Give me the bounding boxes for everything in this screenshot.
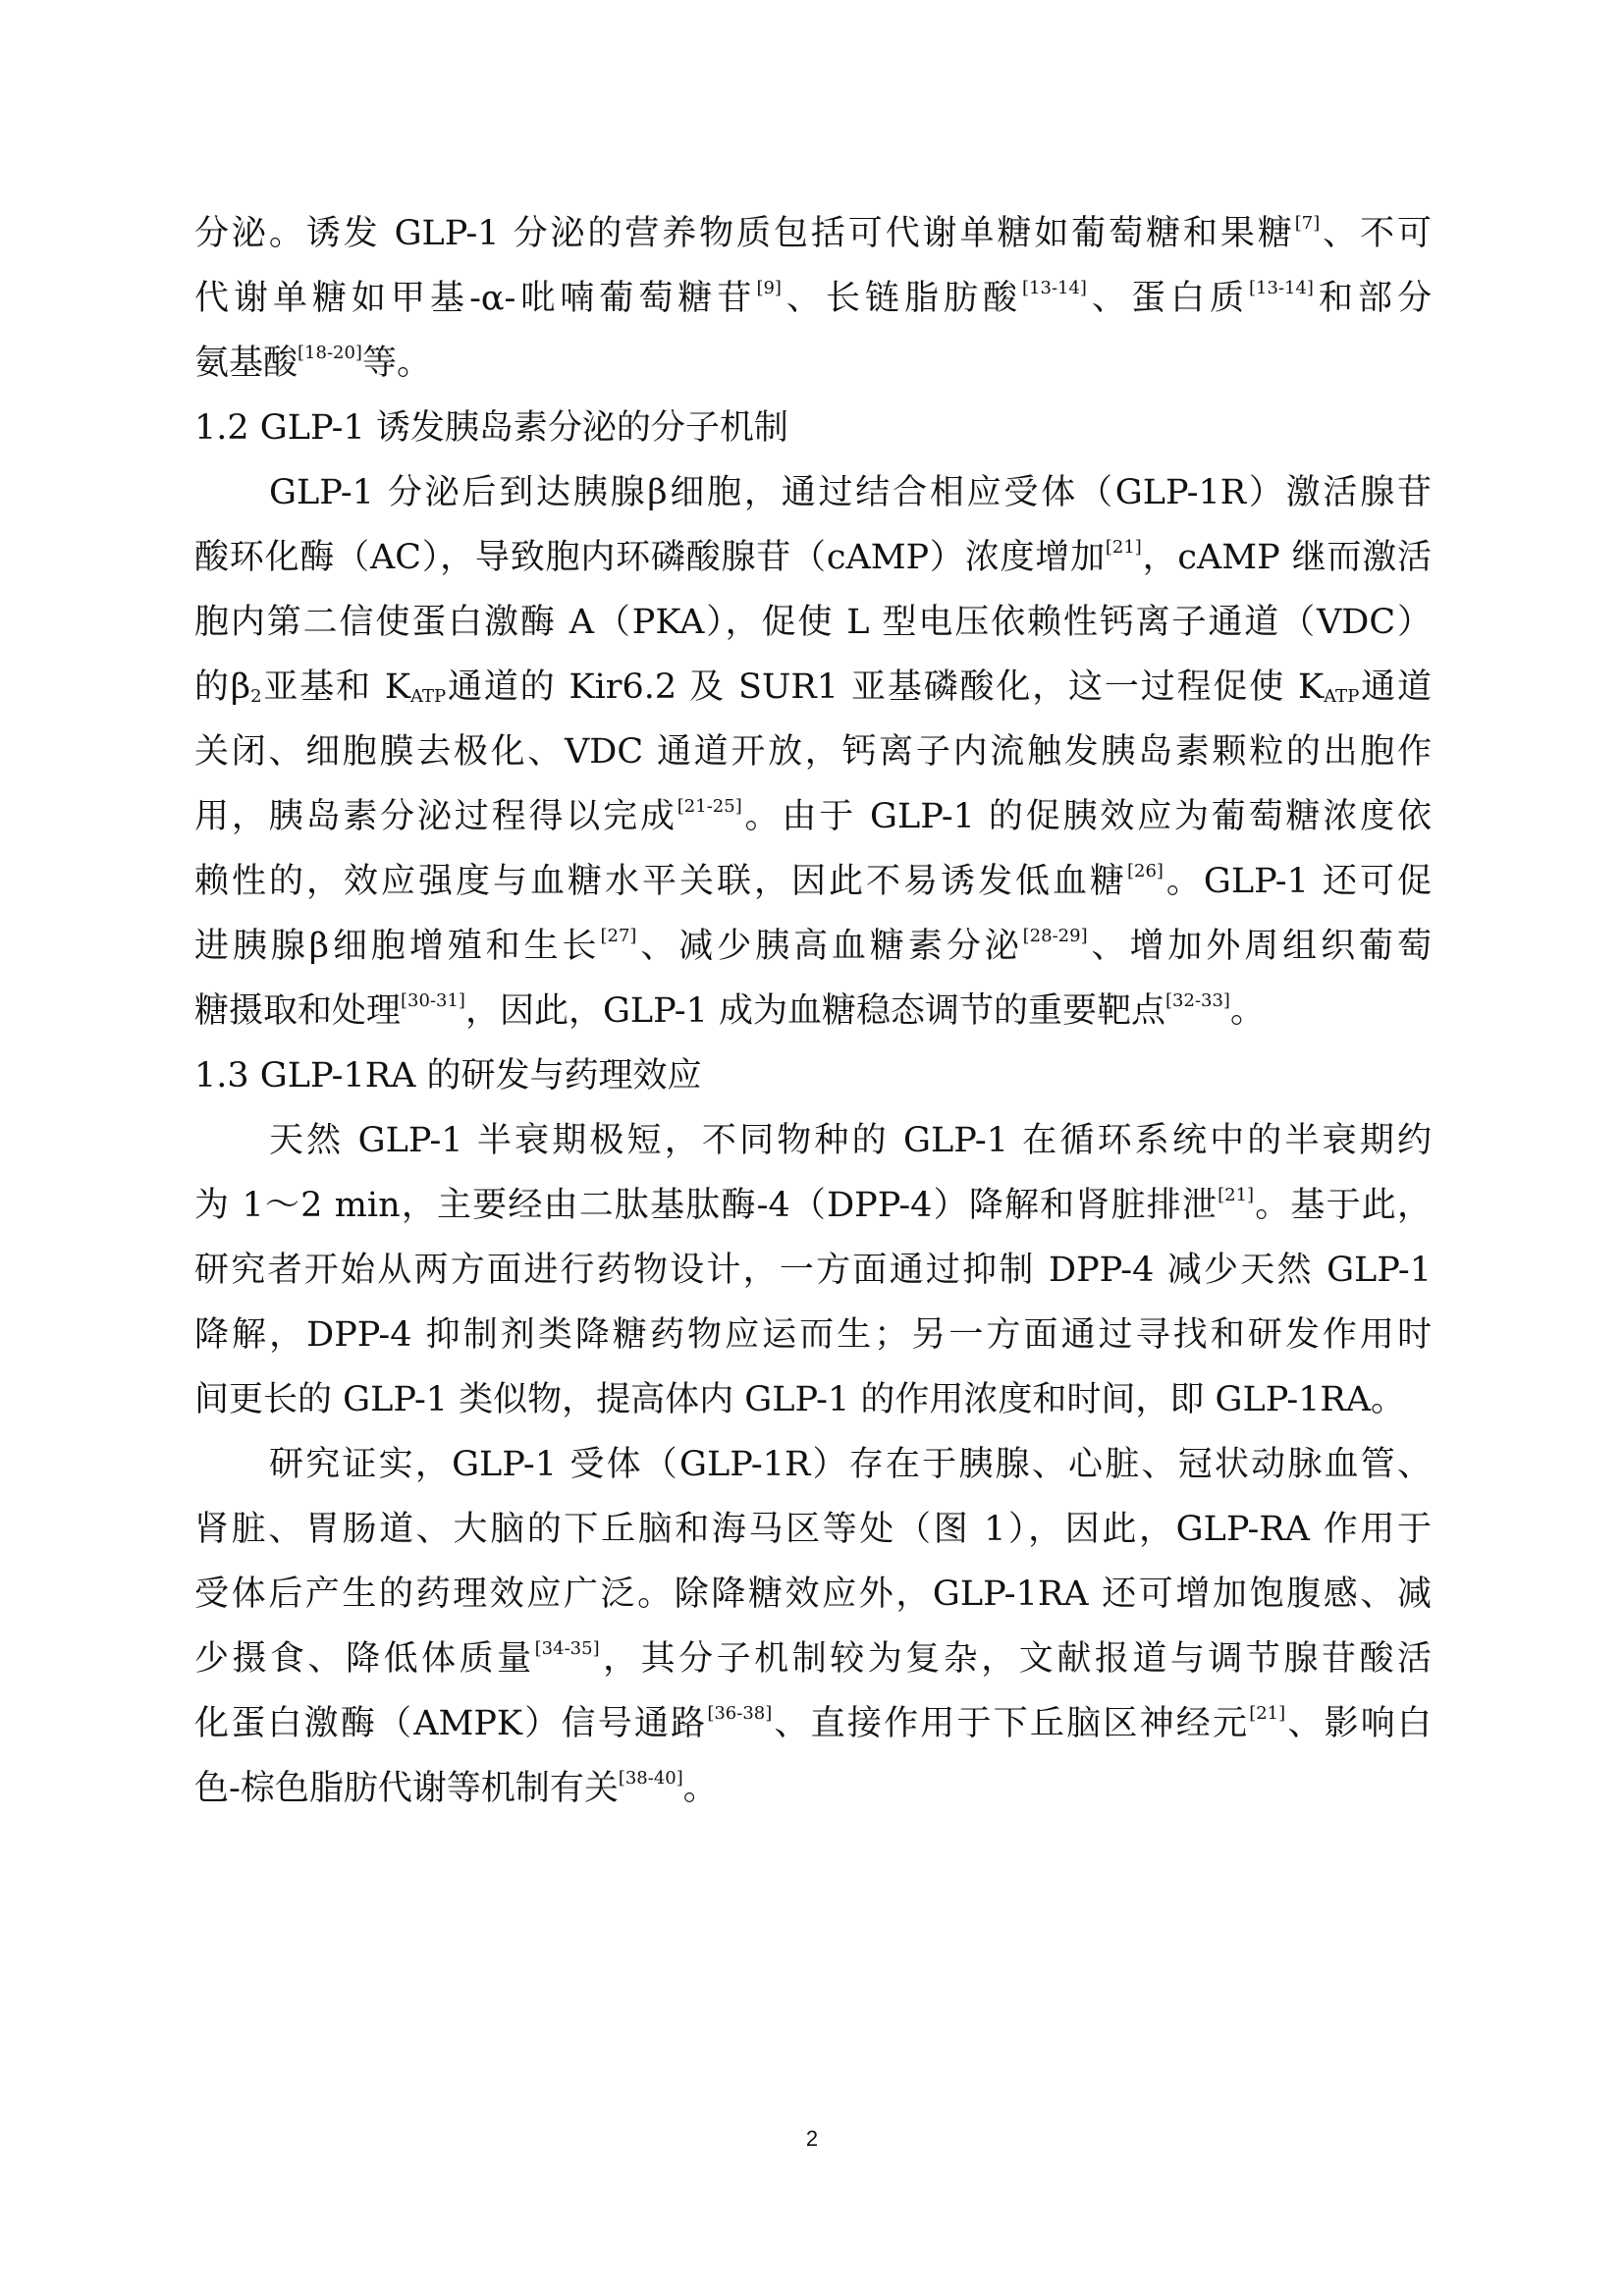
citation-ref: [30-31] <box>401 990 465 1011</box>
citation-ref: [21] <box>1249 1703 1286 1724</box>
text-line: 研究证实，GLP-1 受体（GLP-1R）存在于胰腺、心脏、冠状动脉血管、 <box>269 1445 1432 1484</box>
text-line: 降解，DPP-4 抑制剂类降糖药物应运而生；另一方面通过寻找和研发作用时 <box>194 1315 1432 1355</box>
citation-ref: [21-25] <box>677 796 742 817</box>
text-line: 少摄食、降低体质量[34-35]，其分子机制较为复杂，文献报道与调节腺苷酸活 <box>194 1638 1432 1679</box>
subscript: 2 <box>250 686 262 707</box>
paragraph-half-life <box>194 1108 1432 1432</box>
text-line: 用，胰岛素分泌过程得以完成[21-25]。由于 GLP-1 的促胰效应为葡萄糖浓度依 <box>194 796 1432 836</box>
citation-ref: [7] <box>1294 213 1321 234</box>
text-line: 进胰腺β细胞增殖和生长[27]、减少胰高血糖素分泌[28-29]、增加外周组织葡萄 <box>194 926 1432 966</box>
text-line: 分泌。诱发 GLP-1 分泌的营养物质包括可代谢单糖如葡萄糖和果糖[7]、不可 <box>194 213 1432 253</box>
citation-ref: [21] <box>1218 1185 1255 1205</box>
citation-ref: [36-38] <box>707 1703 773 1724</box>
paragraph-nutrients <box>194 201 1432 396</box>
citation-ref: [32-33] <box>1165 990 1230 1011</box>
section-heading-1-3: 1.3 GLP-1RA 的研发与药理效应 <box>194 1056 702 1095</box>
text-line: 代谢单糖如甲基-α-吡喃葡萄糖苷[9]、长链脂肪酸[13-14]、蛋白质[13-14]和部分 <box>194 278 1432 318</box>
text-line: 关闭、细胞膜去极化、VDC 通道开放，钙离子内流触发胰岛素颗粒的出胞作 <box>194 732 1432 772</box>
citation-ref: [13-14] <box>1022 278 1087 298</box>
page-number: 2 <box>805 2126 819 2151</box>
text-line: 天然 GLP-1 半衰期极短，不同物种的 GLP-1 在循环系统中的半衰期约 <box>269 1121 1432 1160</box>
citation-ref: [27] <box>600 926 637 946</box>
text-line: 糖摄取和处理[30-31]，因此，GLP-1 成为血糖稳态调节的重要靶点[32-33]。 <box>194 990 1265 1031</box>
document-body <box>194 201 1432 1821</box>
text-line: 色-棕色脂肪代谢等机制有关[38-40]。 <box>194 1768 718 1808</box>
citation-ref: [26] <box>1126 861 1164 881</box>
text-line: 间更长的 GLP-1 类似物，提高体内 GLP-1 的作用浓度和时间，即 GLP-1RA。 <box>194 1380 1406 1419</box>
subscript: ATP <box>1324 686 1360 707</box>
text-line: 氨基酸[18-20]等。 <box>194 343 431 383</box>
text-line: 化蛋白激酶（AMPK）信号通路[36-38]、直接作用于下丘脑区神经元[21]、影响白 <box>194 1703 1432 1743</box>
citation-ref: [28-29] <box>1022 926 1088 946</box>
citation-ref: [34-35] <box>534 1638 600 1659</box>
text-line: GLP-1 分泌后到达胰腺β细胞，通过结合相应受体（GLP-1R）激活腺苷 <box>269 473 1432 512</box>
section-heading-1-2: 1.2 GLP-1 诱发胰岛素分泌的分子机制 <box>194 408 788 448</box>
citation-ref: [9] <box>756 278 782 298</box>
text-line: 肾脏、胃肠道、大脑的下丘脑和海马区等处（图 1），因此，GLP-RA 作用于 <box>194 1510 1432 1549</box>
text-line: 酸环化酶（AC），导致胞内环磷酸腺苷（cAMP）浓度增加[21]，cAMP 继而激活 <box>194 537 1432 577</box>
citation-ref: [13-14] <box>1249 278 1314 298</box>
paragraph-mechanism <box>194 460 1432 1043</box>
citation-ref: [21] <box>1105 537 1142 558</box>
subscript: ATP <box>410 686 447 707</box>
citation-ref: [38-40] <box>618 1768 683 1789</box>
text-line: 赖性的，效应强度与血糖水平关联，因此不易诱发低血糖[26]。GLP-1 还可促 <box>194 861 1432 901</box>
text-line: 研究者开始从两方面进行药物设计，一方面通过抑制 DPP-4 减少天然 GLP-1 <box>194 1251 1432 1290</box>
text-line: 受体后产生的药理效应广泛。除降糖效应外，GLP-1RA 还可增加饱腹感、减 <box>194 1575 1432 1614</box>
text-line: 的$\beta_2$亚基和 $K_{ATP}$通道的 Kir6.2 及 SUR1 亚基磷酸化，这一过程促使 $K_{ATP}$通道 <box>194 667 1432 707</box>
paragraph-receptor-distribution <box>194 1432 1432 1821</box>
text-line: 胞内第二信使蛋白激酶 A（PKA），促使 L 型电压依赖性钙离子通道（VDC） <box>194 603 1432 642</box>
text-line: 为 1～2 min，主要经由二肽基肽酶-4（DPP-4）降解和肾脏排泄[21]。基于此， <box>194 1185 1432 1225</box>
citation-ref: [18-20] <box>298 343 362 363</box>
